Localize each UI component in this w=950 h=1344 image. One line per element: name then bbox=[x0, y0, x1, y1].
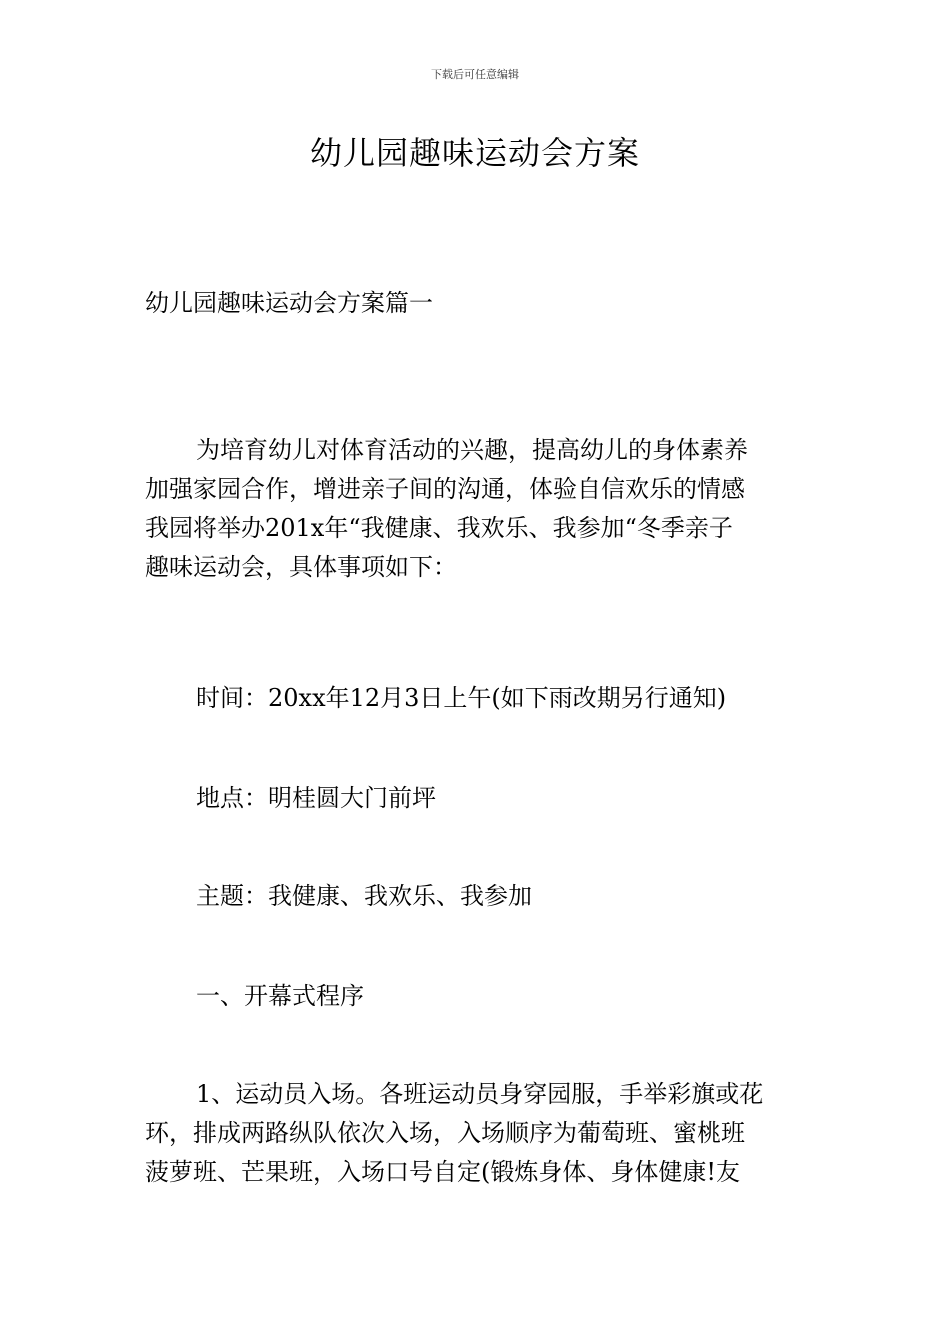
intro-line: 趣味运动会，具体事项如下： bbox=[145, 553, 457, 581]
intro-paragraph bbox=[145, 431, 805, 587]
section-title: 幼儿园趣味运动会方案篇一 bbox=[145, 289, 433, 317]
item1-line: 1、运动员入场。各班运动员身穿园服，手举彩旗或花 bbox=[196, 1080, 764, 1108]
intro-line: 为培育幼儿对体育活动的兴趣，提高幼儿的身体素养 bbox=[196, 436, 748, 464]
time-line: 时间：20xx年12月3日上午(如下雨改期另行通知) bbox=[196, 684, 727, 712]
theme-paragraph bbox=[145, 877, 805, 916]
intro-line: 我园将举办201x年“我健康、我欢乐、我参加“冬季亲子 bbox=[145, 514, 733, 542]
place-line: 地点：明桂圆大门前坪 bbox=[196, 784, 436, 812]
theme-line: 主题：我健康、我欢乐、我参加 bbox=[196, 882, 532, 910]
item1-line: 菠萝班、芒果班，入场口号自定(锻炼身体、身体健康!友 bbox=[145, 1158, 741, 1186]
header-note: 下载后可任意编辑 bbox=[431, 68, 519, 81]
document-title: 幼儿园趣味运动会方案 bbox=[309, 134, 640, 172]
time-paragraph bbox=[145, 679, 805, 718]
opening-heading bbox=[145, 977, 805, 1016]
intro-line: 加强家园合作，增进亲子间的沟通，体验自信欢乐的情感 bbox=[145, 475, 745, 503]
place-paragraph bbox=[145, 779, 805, 818]
item1-paragraph bbox=[145, 1075, 805, 1192]
item1-line: 环，排成两路纵队依次入场，入场顺序为葡萄班、蜜桃班 bbox=[145, 1119, 745, 1147]
opening-heading-text: 一、开幕式程序 bbox=[196, 982, 364, 1010]
